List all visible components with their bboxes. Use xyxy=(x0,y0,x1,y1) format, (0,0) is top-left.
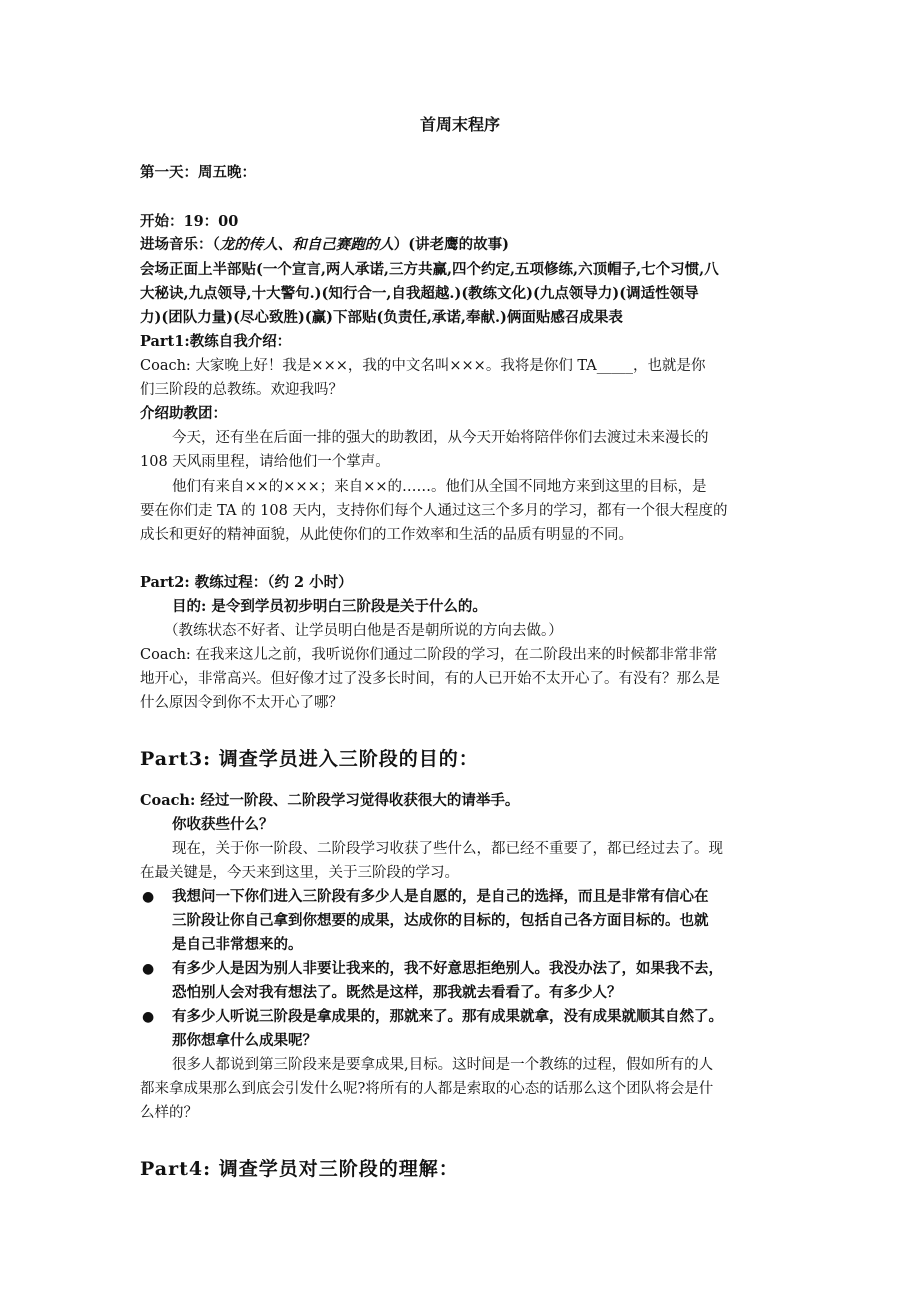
page-title: 首周末程序 xyxy=(419,115,500,134)
bullet-icon: ● xyxy=(142,1009,155,1025)
part1-coach-line: Coach: 大家晚上好！我是×××，我的中文名叫×××。我将是你们 TA_____，也就是你 xyxy=(140,358,706,374)
bullet-line: 是自己非常想来的。 xyxy=(172,936,303,953)
part2-coach-line: Coach: 在我来这儿之前，我听说你们通过二阶段的学习，在二阶段出来的时候都非常非常 xyxy=(140,647,718,663)
bullet-line: 恐怕别人会对我有想法了。既然是这样，那我就去看看了。有多少人？ xyxy=(172,984,622,1001)
venue-line: 会场正面上半部贴(一个宣言,两人承诺,三方共赢,四个约定,五项修练,六顶帽子,七个习惯,八 xyxy=(140,261,719,278)
part1-heading: Part1:教练自我介绍： xyxy=(140,333,292,350)
part3-heading: Part3: 调查学员进入三阶段的目的： xyxy=(140,748,479,770)
bullet-line: 那你想拿什么成果呢？ xyxy=(172,1032,317,1049)
paragraph-line: 要在你们走 TA 的 108 天内，支持你们每个人通过这三个多月的学习，都有一个很大程度的 xyxy=(140,503,728,519)
part2-heading: Part2: 教练过程：（约 2 小时） xyxy=(140,574,353,591)
assistant-team-heading: 介绍助教团： xyxy=(140,405,227,422)
venue-line: 力)(团队力量)(尽心致胜)(赢)下部贴(负责任,承诺,奉献.)俩面贴感召成果表 xyxy=(140,309,623,326)
paragraph-line: 现在，关于你一阶段、二阶段学习收获了些什么，都已经不重要了，都已经过去了。现 xyxy=(172,841,723,857)
paragraph-line: 在最关键是，今天来到这里，关于三阶段的学习。 xyxy=(140,865,459,881)
paragraph-line: 么样的？ xyxy=(140,1105,198,1121)
bullet-line: 我想问一下你们进入三阶段有多少人是自愿的，是自己的选择，而且是非常有信心在 xyxy=(172,888,709,905)
paragraph-line: 他们有来自××的×××；来自××的……。他们从全国不同地方来到这里的目标，是 xyxy=(172,479,707,495)
part2-coach-line: 什么原因令到你不太开心了哪？ xyxy=(140,695,343,711)
paragraph-line: 今天，还有坐在后面一排的强大的助教团，从今天开始将陪伴你们去渡过未来漫长的 xyxy=(172,430,709,446)
bullet-icon: ● xyxy=(142,889,155,905)
paragraph-line: 都来拿成果那么到底会引发什么呢?将所有的人都是索取的心态的话那么这个团队将会是什 xyxy=(140,1081,714,1097)
venue-line: 大秘诀,九点领导,十大警句.)(知行合一,自我超越.)(教练文化)(九点领导力)(调适性领导 xyxy=(140,285,699,302)
part3-coach: Coach: 经过一阶段、二阶段学习觉得收获很大的请举手。 xyxy=(140,792,520,809)
paragraph-line: 108 天风雨里程，请给他们一个掌声。 xyxy=(140,454,390,470)
bullet-line: 三阶段让你自己拿到你想要的成果，达成你的目标的，包括自己各方面目标的。也就 xyxy=(172,912,709,929)
day-heading: 第一天：周五晚： xyxy=(140,164,256,181)
song-names: 龙的传人、和自己赛跑的人 xyxy=(219,236,394,253)
start-time: 开始：19：00 xyxy=(140,213,239,230)
entrance-music: 进场音乐：（龙的传人、和自己赛跑的人）(讲老鹰的故事) xyxy=(140,236,509,253)
part1-coach-line: 们三阶段的总教练。欢迎我吗？ xyxy=(140,382,343,398)
paragraph-line: 很多人都说到第三阶段来是要拿成果,目标。这时间是一个教练的过程，假如所有的人 xyxy=(172,1057,714,1073)
part4-heading: Part4: 调查学员对三阶段的理解： xyxy=(140,1158,459,1180)
bullet-icon: ● xyxy=(142,961,155,977)
paragraph-line: 成长和更好的精神面貌，从此使你们的工作效率和生活的品质有明显的不同。 xyxy=(140,527,633,543)
bullet-line: 有多少人是因为别人非要让我来的，我不好意思拒绝别人。我没办法了，如果我不去， xyxy=(172,960,723,977)
part3-question: 你收获些什么？ xyxy=(172,816,274,833)
part2-coach-line: 地开心，非常高兴。但好像才过了没多长时间，有的人已开始不太开心了。有没有？那么是 xyxy=(140,671,720,687)
bullet-line: 有多少人听说三阶段是拿成果的，那就来了。那有成果就拿，没有成果就顺其自然了。 xyxy=(172,1008,723,1025)
part2-purpose: 目的: 是令到学员初步明白三阶段是关于什么的。 xyxy=(172,598,487,615)
part2-note: （教练状态不好者、让学员明白他是否是朝所说的方向去做。） xyxy=(164,623,563,639)
